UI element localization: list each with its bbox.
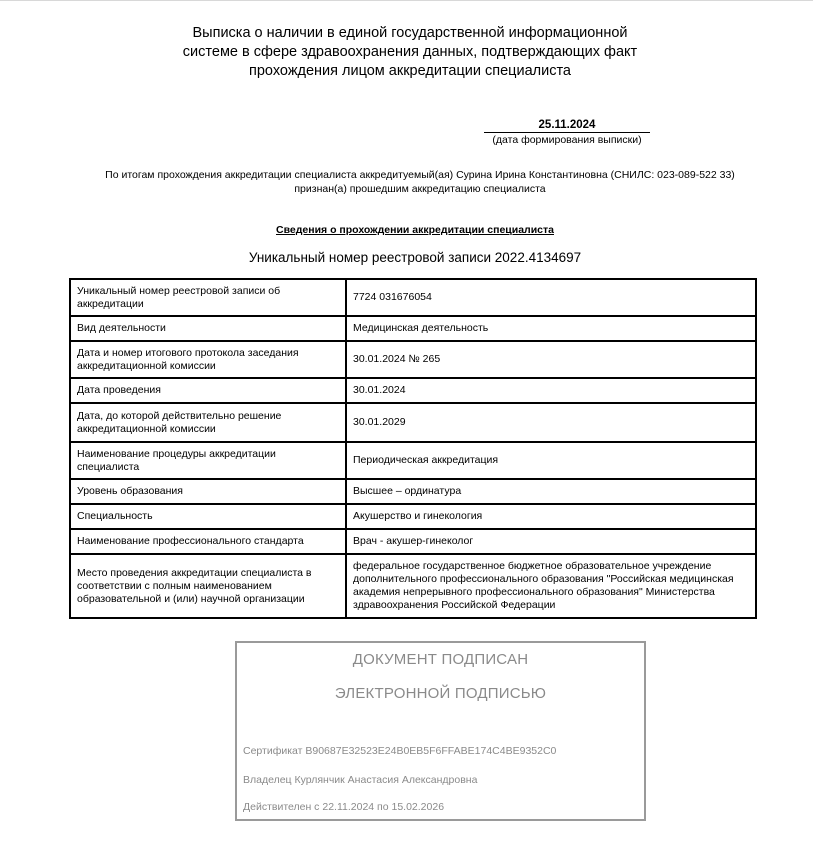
formation-date-caption: (дата формирования выписки) — [492, 134, 642, 146]
row-value: Врач - акушер-гинеколог — [346, 529, 756, 554]
top-divider — [0, 0, 813, 1]
table-row — [70, 378, 756, 403]
stamp-validity: Действителен с 22.11.2024 по 15.02.2026 — [243, 801, 445, 813]
row-label: Уникальный номер реестровой записи об аккредитации — [70, 279, 346, 316]
title-line: прохождения лицом аккредитации специалиста — [249, 63, 571, 79]
electronic-signature-stamp — [235, 641, 646, 821]
table-row — [70, 403, 756, 442]
row-label: Специальность — [70, 504, 346, 529]
row-label: Вид деятельности — [70, 316, 346, 341]
row-label: Наименование процедуры аккредитации специалиста — [70, 442, 346, 479]
row-value: Периодическая аккредитация — [346, 442, 756, 479]
table-row — [70, 479, 756, 504]
title-line: системе в сфере здравоохранения данных, подтверждающих факт — [182, 44, 638, 60]
row-label: Дата и номер итогового протокола заседания аккредитационной комиссии — [70, 341, 346, 378]
row-value: Акушерство и гинекология — [346, 504, 756, 529]
row-value: федеральное государственное бюджетное образовательное учреждение дополнительного профессионального образования "Российская медицинская академия непрерывного профессионального образования" Министерства здравоохранения Российской Федерации — [346, 554, 756, 618]
intro-line: признан(а) прошедшим аккредитацию специалиста — [294, 183, 546, 195]
stamp-owner: Владелец Курлянчик Анастасия Александровна — [243, 774, 478, 786]
title-line: Выписка о наличии в единой государственной информационной — [192, 25, 628, 41]
stamp-signature-text: ЭЛЕКТРОННОЙ ПОДПИСЬЮ — [334, 685, 547, 702]
row-value: Высшее – ординатура — [346, 479, 756, 504]
table-row — [70, 554, 756, 618]
stamp-certificate: Сертификат B90687E32523E24B0EB5F6FFABE174C4BE9352C0 — [243, 745, 557, 757]
table-row — [70, 279, 756, 316]
registry-number: Уникальный номер реестровой записи 2022.4134697 — [248, 250, 582, 265]
row-label: Наименование профессионального стандарта — [70, 529, 346, 554]
section-heading: Сведения о прохождении аккредитации специалиста — [276, 224, 554, 236]
document-title — [130, 24, 690, 81]
table-row — [70, 341, 756, 378]
row-label: Дата проведения — [70, 378, 346, 403]
row-label: Место проведения аккредитации специалиста в соответствии с полным наименованием образовательной и (или) научной организации — [70, 554, 346, 618]
intro-paragraph — [40, 168, 800, 196]
table-row — [70, 504, 756, 529]
row-value: Медицинская деятельность — [346, 316, 756, 341]
row-value: 30.01.2024 № 265 — [346, 341, 756, 378]
row-label: Уровень образования — [70, 479, 346, 504]
row-value: 30.01.2024 — [346, 378, 756, 403]
table-row — [70, 442, 756, 479]
accreditation-table — [69, 278, 757, 619]
table-row — [70, 316, 756, 341]
table-row — [70, 529, 756, 554]
stamp-signed-text: ДОКУМЕНТ ПОДПИСАН — [352, 651, 529, 668]
row-label: Дата, до которой действительно решение аккредитационной комиссии — [70, 403, 346, 442]
row-value: 7724 031676054 — [346, 279, 756, 316]
formation-date-block — [484, 118, 650, 147]
row-value: 30.01.2029 — [346, 403, 756, 442]
intro-line: По итогам прохождения аккредитации специалиста аккредитуемый(ая) Сурина Ирина Константиновна (СНИЛС: 023-089-522 33) — [105, 169, 735, 181]
formation-date: 25.11.2024 — [484, 118, 650, 133]
